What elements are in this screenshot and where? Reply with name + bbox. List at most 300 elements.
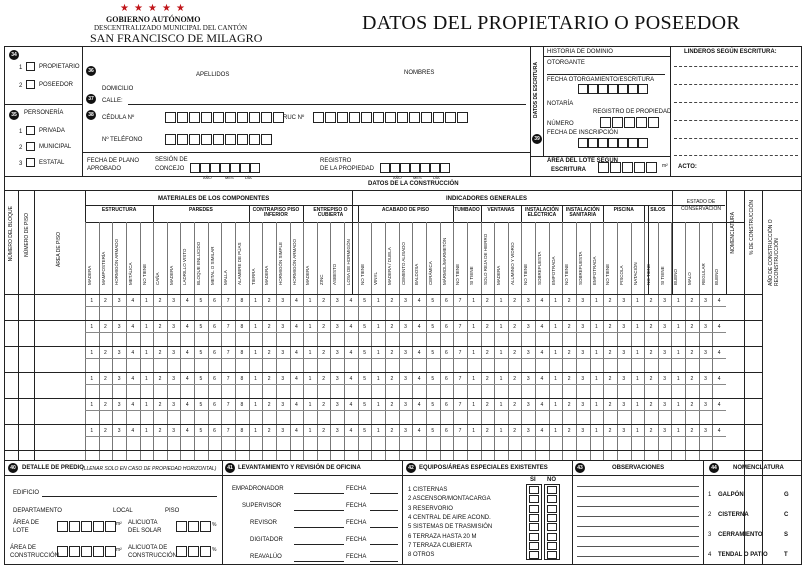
cell-number[interactable]: 2	[649, 298, 653, 304]
cell-number[interactable]: 1	[676, 350, 680, 356]
cell-number[interactable]: 6	[445, 298, 448, 304]
cell-number[interactable]: 2	[322, 428, 326, 434]
cell-number[interactable]: 4	[131, 428, 135, 434]
cell-number[interactable]: 1	[376, 376, 380, 382]
cell-number[interactable]: 3	[581, 350, 585, 356]
cell-number[interactable]: 1	[595, 298, 598, 304]
observacion-line[interactable]	[577, 526, 699, 527]
cell-number[interactable]: 3	[404, 376, 407, 382]
table-row[interactable]	[85, 298, 726, 305]
cell-number[interactable]: 4	[185, 298, 189, 304]
cell-number[interactable]: 1	[308, 350, 312, 356]
cell-number[interactable]: 1	[472, 428, 476, 434]
cell-number[interactable]: 7	[226, 324, 230, 330]
cell-number[interactable]: 8	[240, 428, 244, 434]
numero-field[interactable]	[600, 117, 660, 128]
cell-number[interactable]: 1	[90, 428, 94, 434]
cell-number[interactable]: 6	[213, 298, 216, 304]
area-lote-field[interactable]	[598, 162, 658, 173]
cell-number[interactable]: 1	[144, 350, 148, 356]
cell-number[interactable]: 1	[676, 428, 680, 434]
otorgante-field[interactable]	[547, 74, 665, 75]
cell-number[interactable]: 2	[608, 402, 612, 408]
cell-number[interactable]: 1	[595, 350, 598, 356]
cell-number[interactable]: 2	[485, 350, 489, 356]
equipo-no-checkbox[interactable]	[547, 533, 557, 541]
cell-number[interactable]: 1	[499, 376, 503, 382]
equipo-si-checkbox[interactable]	[529, 523, 539, 531]
cell-number[interactable]: 2	[690, 376, 694, 382]
equipo-si-checkbox[interactable]	[529, 551, 539, 559]
cell-number[interactable]: 1	[144, 376, 148, 382]
cell-number[interactable]: 8	[240, 298, 244, 304]
cell-number[interactable]: 3	[581, 402, 585, 408]
alicuota-const-field[interactable]	[176, 546, 212, 557]
cell-number[interactable]: 3	[622, 298, 626, 304]
cell-number[interactable]: 1	[308, 428, 312, 434]
table-row[interactable]	[85, 324, 726, 331]
oficina-fecha-field[interactable]	[370, 527, 398, 528]
registro-date-field[interactable]	[380, 163, 450, 173]
cell-number[interactable]: 2	[690, 350, 694, 356]
cell-number[interactable]: 1	[635, 298, 639, 304]
cell-number[interactable]: 1	[635, 350, 639, 356]
cell-number[interactable]: 1	[308, 298, 312, 304]
cell-number[interactable]: 1	[472, 324, 476, 330]
cell-number[interactable]: 1	[254, 350, 257, 356]
cell-number[interactable]: 2	[513, 376, 516, 382]
cell-number[interactable]: 1	[308, 324, 312, 330]
cell-number[interactable]: 2	[158, 376, 162, 382]
cell-number[interactable]: 2	[390, 324, 394, 330]
cell-number[interactable]: 4	[131, 298, 135, 304]
cell-number[interactable]: 8	[240, 402, 244, 408]
cell-number[interactable]: 5	[363, 376, 366, 382]
cell-number[interactable]: 4	[185, 324, 189, 330]
poseedor-checkbox[interactable]	[26, 80, 35, 89]
cell-number[interactable]: 1	[90, 376, 94, 382]
cell-number[interactable]: 6	[213, 376, 216, 382]
cell-number[interactable]: 1	[90, 402, 94, 408]
cell-number[interactable]: 1	[472, 376, 476, 382]
cell-number[interactable]: 3	[622, 324, 626, 330]
equipo-no-checkbox[interactable]	[547, 514, 557, 522]
cell-number[interactable]: 1	[472, 402, 476, 408]
oficina-name-field[interactable]	[294, 493, 344, 494]
cell-number[interactable]: 2	[649, 324, 653, 330]
oficina-fecha-field[interactable]	[370, 561, 398, 562]
cell-number[interactable]: 3	[663, 428, 666, 434]
oficina-name-field[interactable]	[294, 510, 344, 511]
cell-number[interactable]: 5	[431, 376, 435, 382]
cell-number[interactable]: 3	[581, 298, 585, 304]
cell-number[interactable]: 5	[199, 324, 203, 330]
cell-number[interactable]: 2	[322, 298, 326, 304]
cell-number[interactable]: 2	[513, 402, 516, 408]
cell-number[interactable]: 1	[676, 402, 680, 408]
cell-number[interactable]: 4	[131, 376, 135, 382]
cell-number[interactable]: 5	[199, 402, 203, 408]
cell-number[interactable]: 5	[199, 350, 203, 356]
cell-number[interactable]: 1	[499, 298, 503, 304]
cell-number[interactable]: 2	[649, 350, 653, 356]
cell-number[interactable]: 5	[363, 402, 366, 408]
cell-number[interactable]: 7	[458, 324, 462, 330]
cell-number[interactable]: 1	[554, 350, 557, 356]
cell-number[interactable]: 3	[404, 428, 407, 434]
cell-number[interactable]: 4	[417, 298, 421, 304]
cell-number[interactable]: 7	[458, 428, 462, 434]
table-row[interactable]	[85, 428, 726, 435]
cell-number[interactable]: 3	[117, 428, 121, 434]
cell-number[interactable]: 5	[431, 402, 435, 408]
cell-number[interactable]: 2	[104, 428, 107, 434]
cell-number[interactable]: 4	[349, 324, 353, 330]
cell-number[interactable]: 1	[595, 376, 598, 382]
cell-number[interactable]: 2	[649, 428, 653, 434]
cell-number[interactable]: 2	[513, 428, 516, 434]
cell-number[interactable]: 2	[690, 428, 694, 434]
cell-number[interactable]: 4	[540, 350, 544, 356]
cell-number[interactable]: 7	[226, 428, 230, 434]
cell-number[interactable]: 2	[267, 350, 271, 356]
cell-number[interactable]: 3	[704, 402, 707, 408]
area-const-field[interactable]	[57, 546, 117, 557]
cell-number[interactable]: 2	[390, 350, 394, 356]
cell-number[interactable]: 1	[308, 402, 312, 408]
cell-number[interactable]: 3	[404, 298, 407, 304]
cell-number[interactable]: 2	[690, 324, 694, 330]
cell-number[interactable]: 2	[104, 324, 107, 330]
cell-number[interactable]: 3	[335, 324, 339, 330]
cell-number[interactable]: 3	[663, 402, 666, 408]
cell-number[interactable]: 3	[526, 350, 530, 356]
cell-number[interactable]: 3	[663, 376, 666, 382]
cell-number[interactable]: 4	[185, 428, 189, 434]
oficina-fecha-field[interactable]	[370, 544, 398, 545]
cell-number[interactable]: 4	[131, 350, 135, 356]
cell-number[interactable]: 3	[622, 428, 626, 434]
cell-number[interactable]: 1	[254, 428, 257, 434]
cell-number[interactable]: 6	[213, 350, 216, 356]
equipo-si-checkbox[interactable]	[529, 514, 539, 522]
cell-number[interactable]: 3	[663, 324, 666, 330]
cell-number[interactable]: 2	[567, 376, 571, 382]
propietario-checkbox[interactable]	[26, 62, 35, 71]
cell-number[interactable]: 3	[704, 298, 707, 304]
cell-number[interactable]: 7	[458, 402, 462, 408]
cell-number[interactable]: 3	[281, 350, 285, 356]
cell-number[interactable]: 4	[717, 324, 721, 330]
cell-number[interactable]: 3	[581, 324, 585, 330]
equipo-si-checkbox[interactable]	[529, 542, 539, 550]
cell-number[interactable]: 2	[104, 376, 107, 382]
cell-number[interactable]: 6	[445, 376, 448, 382]
cell-number[interactable]: 1	[254, 376, 257, 382]
cell-number[interactable]: 1	[144, 402, 148, 408]
cell-number[interactable]: 4	[294, 350, 298, 356]
cell-number[interactable]: 1	[90, 298, 94, 304]
cell-number[interactable]: 1	[554, 376, 557, 382]
cell-number[interactable]: 1	[554, 428, 557, 434]
cell-number[interactable]: 2	[322, 350, 326, 356]
cell-number[interactable]: 1	[254, 298, 257, 304]
cell-number[interactable]: 3	[581, 376, 585, 382]
cell-number[interactable]: 4	[294, 376, 298, 382]
observacion-line[interactable]	[577, 516, 699, 517]
cell-number[interactable]: 5	[363, 428, 366, 434]
cell-number[interactable]: 2	[567, 428, 571, 434]
cell-number[interactable]: 4	[349, 298, 353, 304]
cell-number[interactable]: 2	[485, 298, 489, 304]
cell-number[interactable]: 2	[513, 298, 516, 304]
cell-number[interactable]: 2	[158, 350, 162, 356]
cell-number[interactable]: 2	[390, 298, 394, 304]
cell-number[interactable]: 1	[144, 324, 148, 330]
cell-number[interactable]: 7	[458, 376, 462, 382]
cell-number[interactable]: 4	[185, 402, 189, 408]
municipal-checkbox[interactable]	[26, 142, 35, 151]
cell-number[interactable]: 3	[663, 350, 666, 356]
equipo-no-checkbox[interactable]	[547, 495, 557, 503]
cell-number[interactable]: 2	[690, 298, 694, 304]
cell-number[interactable]: 4	[349, 350, 353, 356]
cell-number[interactable]: 2	[390, 376, 394, 382]
cell-number[interactable]: 4	[417, 428, 421, 434]
cell-number[interactable]: 3	[281, 324, 285, 330]
observacion-line[interactable]	[577, 536, 699, 537]
cell-number[interactable]: 2	[267, 428, 271, 434]
cell-number[interactable]: 3	[172, 324, 176, 330]
cell-number[interactable]: 5	[363, 350, 366, 356]
cell-number[interactable]: 1	[635, 376, 639, 382]
cell-number[interactable]: 3	[704, 376, 707, 382]
cell-number[interactable]: 4	[717, 428, 721, 434]
cell-number[interactable]: 2	[608, 350, 612, 356]
cell-number[interactable]: 3	[172, 402, 176, 408]
cell-number[interactable]: 3	[117, 402, 121, 408]
cell-number[interactable]: 5	[431, 298, 435, 304]
cell-number[interactable]: 2	[158, 428, 162, 434]
cell-number[interactable]: 1	[554, 402, 557, 408]
cell-number[interactable]: 3	[117, 298, 121, 304]
equipo-no-checkbox[interactable]	[547, 542, 557, 550]
cell-number[interactable]: 4	[417, 324, 421, 330]
cell-number[interactable]: 4	[717, 350, 721, 356]
observacion-line[interactable]	[577, 496, 699, 497]
cell-number[interactable]: 2	[158, 324, 162, 330]
cell-number[interactable]: 1	[499, 350, 503, 356]
cell-number[interactable]: 2	[485, 324, 489, 330]
cell-number[interactable]: 3	[526, 428, 530, 434]
cell-number[interactable]: 4	[417, 376, 421, 382]
cell-number[interactable]: 3	[117, 376, 121, 382]
cell-number[interactable]: 8	[240, 350, 244, 356]
cell-number[interactable]: 1	[595, 324, 598, 330]
cell-number[interactable]: 2	[267, 324, 271, 330]
equipo-no-checkbox[interactable]	[547, 523, 557, 531]
oficina-fecha-field[interactable]	[370, 510, 398, 511]
cell-number[interactable]: 4	[349, 428, 353, 434]
cell-number[interactable]: 3	[172, 376, 176, 382]
cell-number[interactable]: 1	[254, 402, 257, 408]
privada-checkbox[interactable]	[26, 126, 35, 135]
cell-number[interactable]: 3	[404, 350, 407, 356]
cell-number[interactable]: 3	[526, 402, 530, 408]
cell-number[interactable]: 1	[554, 298, 557, 304]
cell-number[interactable]: 2	[390, 428, 394, 434]
cell-number[interactable]: 2	[158, 402, 162, 408]
cell-number[interactable]: 3	[581, 428, 585, 434]
observacion-line[interactable]	[577, 556, 699, 557]
cell-number[interactable]: 3	[281, 298, 285, 304]
edificio-field[interactable]	[42, 496, 217, 497]
cell-number[interactable]: 3	[172, 428, 176, 434]
cell-number[interactable]: 2	[104, 298, 107, 304]
cell-number[interactable]: 3	[622, 350, 626, 356]
cell-number[interactable]: 3	[335, 350, 339, 356]
cell-number[interactable]: 1	[635, 402, 639, 408]
cell-number[interactable]: 4	[417, 350, 421, 356]
ruc-field[interactable]	[313, 112, 469, 123]
cell-number[interactable]: 5	[431, 428, 435, 434]
equipo-si-checkbox[interactable]	[529, 495, 539, 503]
cell-number[interactable]: 1	[676, 324, 680, 330]
cell-number[interactable]: 1	[254, 324, 257, 330]
table-row[interactable]	[85, 376, 726, 383]
cell-number[interactable]: 1	[554, 324, 557, 330]
cell-number[interactable]: 2	[485, 402, 489, 408]
equipo-si-checkbox[interactable]	[529, 486, 539, 494]
cell-number[interactable]: 1	[308, 376, 312, 382]
cell-number[interactable]: 6	[445, 402, 448, 408]
cell-number[interactable]: 6	[213, 402, 216, 408]
cell-number[interactable]: 5	[363, 298, 366, 304]
equipo-no-checkbox[interactable]	[547, 486, 557, 494]
cell-number[interactable]: 2	[322, 376, 326, 382]
cell-number[interactable]: 3	[404, 324, 407, 330]
cell-number[interactable]: 1	[376, 298, 380, 304]
cell-number[interactable]: 1	[499, 428, 503, 434]
cell-number[interactable]: 2	[513, 350, 516, 356]
cell-number[interactable]: 8	[240, 324, 244, 330]
cell-number[interactable]: 3	[281, 428, 285, 434]
cell-number[interactable]: 4	[540, 324, 544, 330]
cell-number[interactable]: 4	[294, 324, 298, 330]
cell-number[interactable]: 5	[431, 324, 435, 330]
oficina-name-field[interactable]	[294, 544, 344, 545]
cell-number[interactable]: 1	[595, 428, 598, 434]
cell-number[interactable]: 3	[117, 324, 121, 330]
cell-number[interactable]: 1	[144, 428, 148, 434]
estatal-checkbox[interactable]	[26, 158, 35, 167]
cell-number[interactable]: 3	[622, 402, 626, 408]
area-lote-b-field[interactable]	[57, 521, 117, 532]
cell-number[interactable]: 4	[540, 376, 544, 382]
cell-number[interactable]: 3	[663, 298, 666, 304]
observacion-line[interactable]	[577, 506, 699, 507]
cell-number[interactable]: 3	[335, 298, 339, 304]
cell-number[interactable]: 1	[90, 324, 94, 330]
cell-number[interactable]: 1	[90, 350, 94, 356]
cell-number[interactable]: 5	[199, 298, 203, 304]
equipo-no-checkbox[interactable]	[547, 551, 557, 559]
fecha-otorgamiento-field[interactable]	[578, 84, 648, 94]
cell-number[interactable]: 6	[445, 350, 448, 356]
cell-number[interactable]: 4	[717, 298, 721, 304]
cell-number[interactable]: 3	[335, 376, 339, 382]
equipo-si-checkbox[interactable]	[529, 533, 539, 541]
cell-number[interactable]: 2	[104, 402, 107, 408]
cell-number[interactable]: 8	[240, 376, 244, 382]
cell-number[interactable]: 3	[335, 402, 339, 408]
cell-number[interactable]: 7	[226, 402, 230, 408]
cell-number[interactable]: 2	[267, 376, 271, 382]
cell-number[interactable]: 3	[117, 350, 121, 356]
telefono-field[interactable]	[165, 134, 273, 145]
cell-number[interactable]: 2	[608, 376, 612, 382]
cell-number[interactable]: 2	[690, 402, 694, 408]
cell-number[interactable]: 1	[676, 376, 680, 382]
cell-number[interactable]: 4	[540, 298, 544, 304]
cell-number[interactable]: 1	[499, 402, 503, 408]
cell-number[interactable]: 2	[567, 324, 571, 330]
cell-number[interactable]: 1	[376, 402, 380, 408]
cell-number[interactable]: 6	[213, 324, 216, 330]
cell-number[interactable]: 2	[567, 402, 571, 408]
cell-number[interactable]: 3	[281, 402, 285, 408]
cell-number[interactable]: 6	[445, 428, 448, 434]
cell-number[interactable]: 7	[226, 298, 230, 304]
sesion-date-field[interactable]	[190, 163, 260, 173]
equipo-no-checkbox[interactable]	[547, 505, 557, 513]
oficina-name-field[interactable]	[294, 527, 344, 528]
cell-number[interactable]: 3	[704, 428, 707, 434]
cell-number[interactable]: 3	[404, 402, 407, 408]
cell-number[interactable]: 4	[349, 402, 353, 408]
table-row[interactable]	[85, 350, 726, 357]
cell-number[interactable]: 3	[622, 376, 626, 382]
cell-number[interactable]: 2	[267, 402, 271, 408]
cell-number[interactable]: 2	[567, 350, 571, 356]
cell-number[interactable]: 7	[226, 376, 230, 382]
cell-number[interactable]: 2	[608, 324, 612, 330]
cell-number[interactable]: 4	[540, 402, 544, 408]
cell-number[interactable]: 1	[676, 298, 680, 304]
cell-number[interactable]: 4	[294, 298, 298, 304]
cell-number[interactable]: 6	[445, 324, 448, 330]
cell-number[interactable]: 7	[458, 298, 462, 304]
observacion-line[interactable]	[577, 486, 699, 487]
cell-number[interactable]: 1	[376, 324, 380, 330]
cell-number[interactable]: 2	[567, 298, 571, 304]
cell-number[interactable]: 2	[322, 324, 326, 330]
cell-number[interactable]: 7	[458, 350, 462, 356]
cell-number[interactable]: 4	[131, 324, 135, 330]
equipo-si-checkbox[interactable]	[529, 505, 539, 513]
cell-number[interactable]: 2	[104, 350, 107, 356]
cell-number[interactable]: 1	[376, 428, 380, 434]
cell-number[interactable]: 1	[595, 402, 598, 408]
cell-number[interactable]: 4	[717, 376, 721, 382]
cell-number[interactable]: 5	[363, 324, 366, 330]
cell-number[interactable]: 5	[199, 376, 203, 382]
cell-number[interactable]: 5	[199, 428, 203, 434]
cell-number[interactable]: 3	[526, 376, 530, 382]
cell-number[interactable]: 1	[472, 298, 476, 304]
cell-number[interactable]: 3	[172, 350, 176, 356]
cedula-field[interactable]	[165, 112, 285, 123]
